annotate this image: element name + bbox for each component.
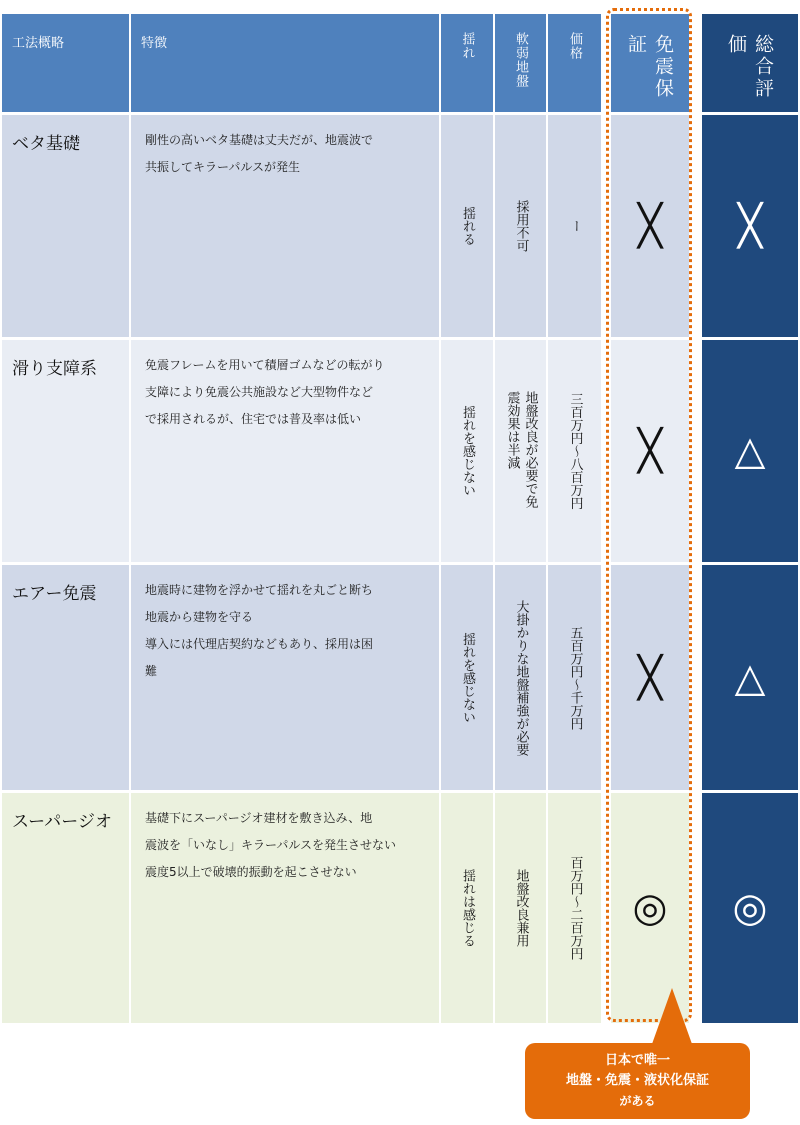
row-2-soft-ground-cell [495,340,546,562]
row-2-guarantee-cross-icon: ╳ [637,428,663,474]
header-overall-cell [702,14,798,112]
header-overall-label: 総合評価 [725,34,774,100]
header-method-label: 工法概略 [12,36,65,51]
row-4-shake-cell [441,793,493,1023]
row-1-shake-cell [441,115,493,337]
row-3-price-cell [548,565,601,790]
row-4-name-cell [2,793,129,1023]
row-4-soft-ground: 地盤改良兼用 [513,869,529,947]
row-3-shake: 揺れを感じない [460,632,475,723]
row-2-feature-line: 免震フレームを用いて積層ゴムなどの転がり [145,358,385,372]
row-1-price: ー [567,219,583,233]
header-feature-label: 特徴 [141,36,168,51]
row-3-feature-line: 地震から建物を守る [145,610,254,624]
row-4-overall-cell [702,793,798,1023]
row-4-feature [145,805,431,886]
row-3-name: エアー免震 [12,584,97,604]
row-4-feature-line: 基礎下にスーパージオ建材を敷き込み、地 [145,811,373,825]
row-4-shake: 揺れは感じる [460,869,475,947]
row-3-price: 五百万円～千万円 [567,625,583,730]
row-3-feature-line: 難 [145,664,158,678]
row-3-overall-cell [702,565,798,790]
callout-box [525,1043,750,1119]
header-method-cell [2,14,129,112]
row-2-feature-cell [131,340,439,562]
row-1-feature-line: 共振してキラーパルスが発生 [145,160,301,174]
row-3-feature-line: 導入には代理店契約などもあり、採用は困 [145,637,374,651]
row-1-guarantee-cross-icon: ╳ [637,203,663,249]
row-3-soft-ground-cell [495,565,546,790]
row-1-feature [145,127,431,181]
row-3-guarantee-cross-icon: ╳ [637,654,663,701]
callout-line-1: 日本で唯一 [604,1053,670,1068]
row-2-soft-ground: 地盤改良が必要で免震効果は半減 [504,391,538,508]
row-2-feature [145,352,431,433]
header-soft-ground-cell [495,14,546,112]
row-1-feature-cell [131,115,439,337]
guarantee-highlight-frame [606,8,692,1022]
row-1-soft-ground-cell [495,115,546,337]
row-3-overall-triangle-icon: △ [734,654,766,701]
row-2-name: 滑り支障系 [12,359,97,379]
row-3-feature-line: 地震時に建物を浮かせて揺れを丸ごと断ち [145,583,374,597]
header-guarantee-label: 免震保証 [625,34,674,100]
header-price-label: 価格 [567,32,582,60]
row-1-name: ベタ基礎 [12,134,80,154]
row-2-name-cell [2,340,129,562]
row-4-guarantee-double-circle-icon: ◎ [632,885,668,931]
header-feature-cell [131,14,439,112]
row-3-soft-ground: 大掛かりな地盤補強が必要 [513,599,529,756]
header-shake-cell [441,14,493,112]
row-4-feature-line: 震度5以上で破壊的振動を起こさせない [145,865,357,879]
row-2-price: 三百万円～八百万円 [567,392,583,510]
row-3-shake-cell [441,565,493,790]
row-4-overall-double-circle-icon: ◎ [732,885,768,931]
row-1-overall-cell [702,115,798,337]
row-3-name-cell [2,565,129,790]
row-1-overall-cross-icon: ╳ [737,203,763,249]
row-4-price: 百万円～二百万円 [567,856,583,960]
callout-line-3: がある [619,1094,656,1108]
row-1-name-cell [2,115,129,337]
row-2-overall-cell [702,340,798,562]
row-4-feature-line: 震波を「いなし」キラーパルスを発生させない [145,838,397,852]
row-2-overall-triangle-icon: △ [734,428,766,474]
header-price-cell [548,14,601,112]
header-shake-label: 揺れ [459,32,475,60]
row-4-soft-ground-cell [495,793,546,1023]
row-2-shake: 揺れを感じない [460,405,475,497]
row-4-feature-cell [131,793,439,1023]
callout-pointer [652,988,692,1044]
row-1-shake: 揺れる [460,206,475,246]
header-soft-ground-label: 軟弱地盤 [513,32,528,88]
row-1-soft-ground: 採用不可 [513,200,529,252]
callout-line-2: 地盤・免震・液状化保証 [565,1073,709,1088]
row-2-shake-cell [441,340,493,562]
row-2-price-cell [548,340,601,562]
row-4-name: スーパージオ [12,812,112,832]
row-4-price-cell [548,793,601,1023]
row-3-feature [145,577,431,685]
row-3-feature-cell [131,565,439,790]
row-2-feature-line: 支障により免震公共施設など大型物件など [145,385,374,399]
row-1-price-cell [548,115,601,337]
row-2-feature-line: で採用されるが、住宅では普及率は低い [145,412,362,426]
row-1-feature-line: 剛性の高いベタ基礎は丈夫だが、地震波で [145,133,374,147]
